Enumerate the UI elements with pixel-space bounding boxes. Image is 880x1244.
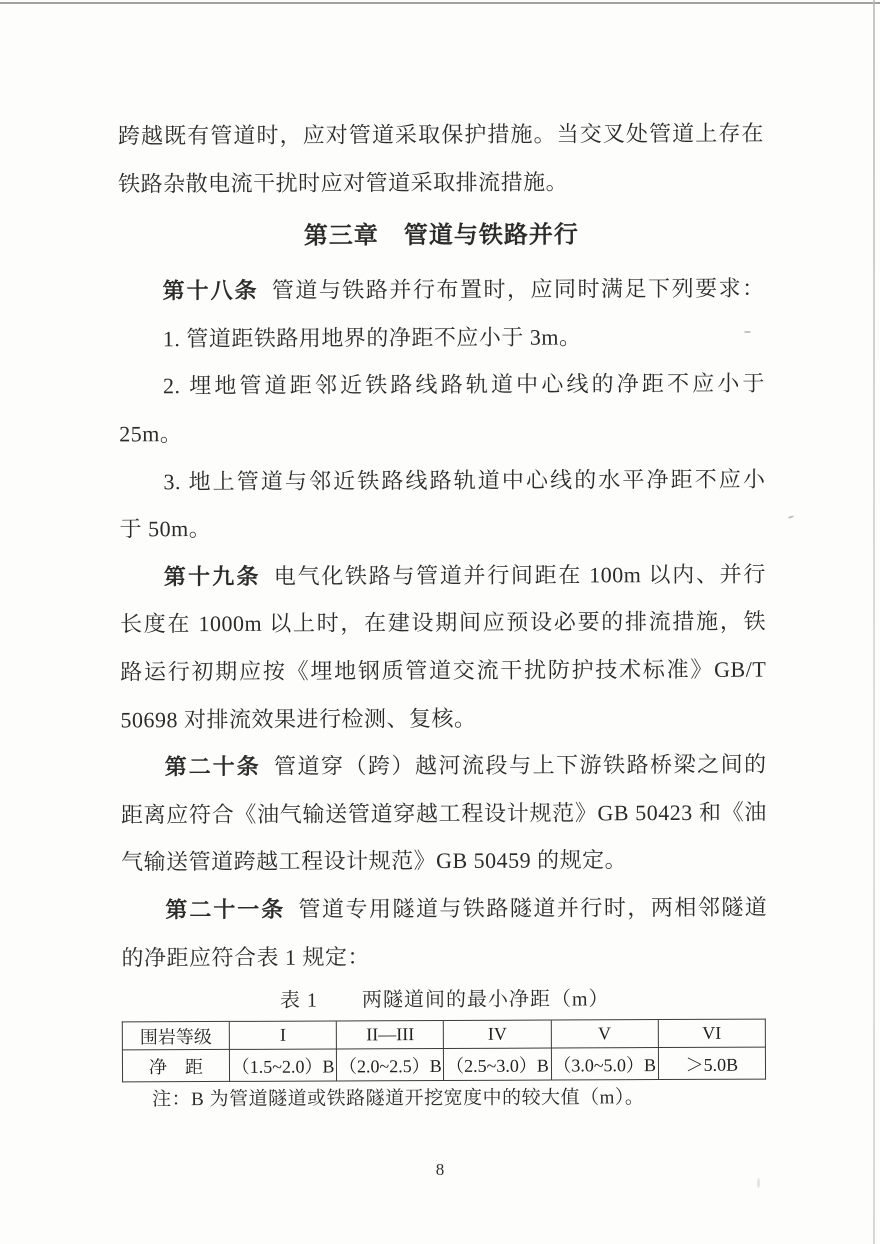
article-20-text: 管道穿（跨）越河流段与上下游铁路桥梁之间的 [273,751,767,779]
text-line: 跨越既有管道时，应对管道采取保护措施。当交叉处管道上存在 [117,120,764,149]
document-body [118,110,768,1114]
table-1-cell: （1.5~2.0）B [230,1049,337,1081]
article-21-text: 管道专用隧道与铁路隧道并行时，两相邻隧道 [298,894,768,922]
table-1-row-label: 净 距 [122,1050,229,1082]
table-1-data-row [122,1047,765,1082]
article-20-line-3: 气输送管道跨越工程设计规范》GB 50459 的规定。 [121,847,628,875]
table-1-cell: （2.5~3.0）B [444,1048,551,1080]
table-1 [122,1019,766,1083]
article-18-item-3-line-1: 3. 地上管道与邻近铁路线路轨道中心线的水平净距不应小 [163,466,766,494]
table-1-header-cell: IV [444,1020,551,1048]
article-20-line-1 [121,741,767,791]
article-19-line-2: 长度在 1000m 以上时，在建设期间应预设必要的排流措施，铁 [119,608,767,637]
article-19-label: 第十九条 [163,563,261,589]
table-1-header-cell: II—III [337,1021,444,1049]
table-1-caption-title: 两隧道间的最小净距（m） [361,988,610,1012]
page-number: 8 [435,1160,445,1179]
scan-right-edge-line [873,0,875,1244]
table-1-note: 注：B 为管道隧道或铁路隧道开挖宽度中的较大值（m）。 [152,1087,645,1111]
table-1-header-row [122,1019,765,1050]
article-21-label: 第二十一条 [165,896,286,923]
chapter-heading: 第三章 管道与铁路并行 [303,222,579,250]
article-19-line-4: 50698 对排流效果进行检测、复核。 [120,705,477,732]
article-18-item-1: 1. 管道距铁路用地界的净距不应小于 3m。 [162,324,582,352]
article-21-line-1 [121,883,767,933]
article-19-line-3: 路运行初期应按《埋地钢质管道交流干扰防护技术标准》GB/T [120,656,767,685]
table-1-caption-label: 表 1 [279,989,318,1012]
article-20-line-2: 距离应符合《油气输送管道穿越工程设计规范》GB 50423 和《油 [120,799,767,828]
table-1-cell: （3.0~5.0）B [551,1048,658,1080]
table-1-cell: （2.0~2.5）B [337,1049,444,1081]
table-1-header-cell: VI [658,1019,765,1047]
article-18-label: 第十八条 [162,277,259,304]
table-1-header-cell: 围岩等级 [122,1022,229,1050]
table-1-caption [122,979,768,1022]
table-1-cell: ＞5.0B [658,1047,765,1079]
scan-artifact [788,515,794,519]
article-18-line [118,265,764,315]
article-19-text: 电气化铁路与管道并行间距在 100m 以内、并行 [273,561,766,589]
article-19-line-1 [120,550,766,600]
article-20-label: 第二十条 [164,753,261,780]
article-21-line-2: 的净距应符合表 1 规定： [121,943,371,970]
scan-top-edge-line [0,2,880,4]
article-18-item-2-line-1: 2. 埋地管道距邻近铁路线路轨道中心线的净距不应小于 [162,370,766,399]
article-18-item-2-line-2: 25m。 [119,421,183,447]
article-18-item-3-line-2: 于 50m。 [119,516,212,542]
table-1-header-cell: I [229,1021,336,1049]
text-line: 铁路杂散电流干扰时应对管道采取排流措施。 [118,169,569,197]
table-1-header-cell: V [551,1020,658,1048]
article-18-text: 管道与铁路并行布置时，应同时满足下列要求： [271,275,765,303]
